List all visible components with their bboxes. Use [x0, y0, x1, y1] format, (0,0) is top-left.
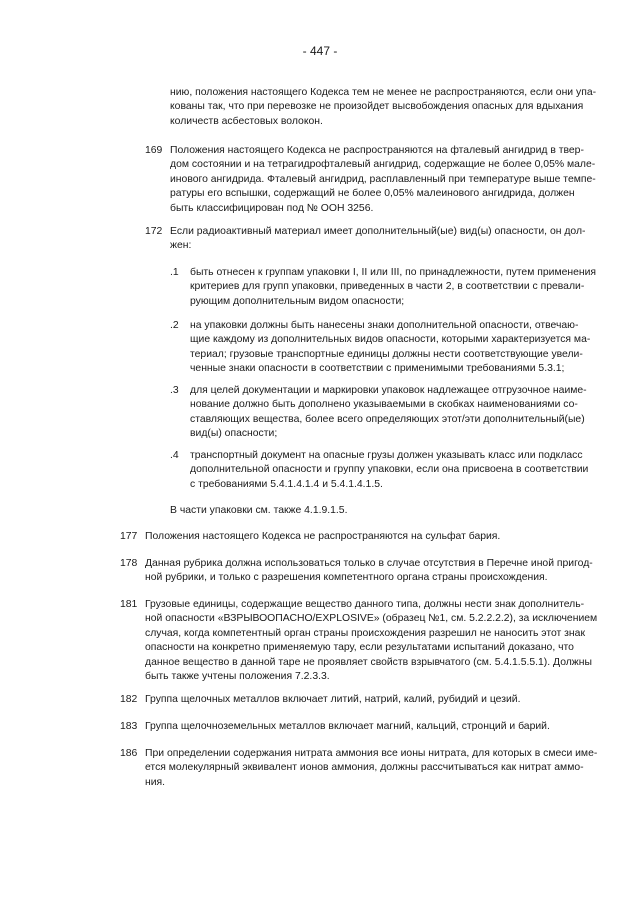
text-line: транспортный документ на опасные грузы должен указывать класс или подкласс	[190, 450, 583, 461]
provision-181-text	[145, 598, 598, 684]
note-172: В части упаковки см. также 4.1.9.1.5.	[170, 505, 348, 516]
provision-number-172: 172	[145, 226, 163, 237]
text-line: кованы так, что при перевозке не произойдет высвобождения опасных для вдыхания	[170, 101, 584, 113]
text-line: ется молекулярный эквивалент ионов аммония, должны рассчитываться как нитрат аммо-	[145, 762, 584, 774]
sub-item-number: .1	[170, 267, 179, 278]
provision-number-183: 183	[120, 721, 138, 732]
provision-number-186: 186	[120, 748, 138, 759]
provision-183-text	[145, 720, 566, 734]
provision-number-177: 177	[120, 531, 138, 542]
text-line: на упаковки должны быть нанесены знаки дополнительной опасности, отвечаю-	[190, 320, 579, 331]
text-line: быть отнесен к группам упаковки I, II или III, по принадлежности, путем применения	[190, 267, 597, 278]
page-number: - 447 -	[302, 44, 338, 58]
text-line: инового ангидрида. Фталевый ангидрид, расплавленный при температуре выше темпе-	[170, 173, 596, 185]
text-line: териал; грузовые транспортные единицы должны нести соответствующие увели-	[190, 348, 583, 360]
text-line: Данная рубрика должна использоваться только в случае отсутствия в Перечне иной пригод-	[145, 558, 593, 569]
text-line: ной опасности «ВЗРЫВООПАСНО/EXPLOSIVE» (образец №1, см. 5.2.2.2.2), за исключением	[145, 613, 598, 625]
text-line: Если радиоактивный материал имеет дополнительный(ые) вид(ы) опасности, он дол-	[170, 226, 586, 237]
text-line: Положения настоящего Кодекса не распространяются на фталевый ангидрид в твер-	[170, 145, 584, 156]
provision-number-182: 182	[120, 694, 138, 705]
text-line: для целей документации и маркировки упаковок надлежащее отгрузочное наиме-	[190, 385, 587, 396]
provision-186-text	[145, 747, 598, 790]
text-line: ной рубрики, и только с разрешения компетентного органа страны происхождения.	[145, 572, 548, 584]
text-line: Группа щелочноземельных металлов включает магний, кальций, стронций и барий.	[145, 721, 550, 732]
intro-paragraph	[170, 86, 597, 129]
sub-item-number: .4	[170, 450, 179, 461]
text-line: данное вещество в данной таре не проявляет свойств взрывчатого (см. 5.4.1.5.5.1). Должны	[145, 656, 592, 668]
sub-item-text	[190, 319, 591, 377]
text-line: с требованиями 5.4.1.4.1.4 и 5.4.1.4.1.5.	[190, 478, 383, 490]
text-line: Положения настоящего Кодекса не распространяются на сульфат бария.	[145, 531, 501, 542]
text-line: количеств асбестовых волокон.	[170, 115, 323, 127]
provision-169-text	[170, 144, 596, 216]
text-line: ченные знаки опасности в соответствии с применимыми требованиями 5.3.1;	[190, 363, 565, 375]
sub-item-number: .3	[170, 385, 179, 396]
provision-number-169: 169	[145, 145, 163, 156]
text-line: Грузовые единицы, содержащие вещество данного типа, должны нести знак дополнитель-	[145, 599, 585, 610]
text-line: вид(ы) опасности;	[190, 428, 278, 440]
provision-172-text	[170, 225, 586, 254]
text-line: опасности на конкретно применяемую тару, если результатами испытаний доказано, что	[145, 642, 574, 654]
text-line: дополнительной опасности и группу упаковки, если она присвоена в соответствии	[190, 464, 589, 476]
text-line: Группа щелочных металлов включает литий, натрий, калий, рубидий и цезий.	[145, 694, 521, 705]
text-line: нию, положения настоящего Кодекса тем не менее не распространяются, если они упа-	[170, 87, 597, 98]
text-line: критериев для групп упаковки, приведенных в части 2, в соответствии с превали-	[190, 281, 585, 293]
text-line: дом состоянии и на тетрагидрофталевый ангидрид, содержащие не более 0,05% мале-	[170, 159, 596, 171]
text-line: ратуры его вспышки, содержащий не более 0,05% малеинового ангидрида, должен	[170, 188, 575, 200]
text-line: нование должно быть дополнено указываемыми в скобках наименованиями со-	[190, 399, 578, 411]
provision-182-text	[145, 693, 566, 707]
text-line: При определении содержания нитрата аммония все ионы нитрата, для которых в смеси име-	[145, 748, 598, 759]
text-line: рующим дополнительным видом опасности;	[190, 295, 405, 307]
sub-item-text	[190, 266, 597, 309]
provision-177-text	[145, 530, 566, 544]
sub-item-number: .2	[170, 320, 179, 331]
text-line: жен:	[170, 240, 192, 252]
provision-178-text	[145, 557, 593, 586]
text-line: быть классифицирован под № ООН 3256.	[170, 202, 374, 214]
text-line: быть также учтены положения 7.2.3.3.	[145, 671, 330, 683]
text-line: ставляющих вещества, более всего определяющих этот/эти дополнительный(ые)	[190, 413, 585, 425]
sub-item-text	[190, 449, 589, 492]
sub-item-text	[190, 384, 587, 442]
text-line: случая, когда компетентный орган страны происхождения разрешил не наносить этот знак	[145, 627, 585, 639]
provision-number-181: 181	[120, 599, 138, 610]
text-line: щие каждому из дополнительных видов опасности, которыми характеризуется ма-	[190, 334, 591, 346]
text-line: ния.	[145, 776, 166, 788]
provision-number-178: 178	[120, 558, 138, 569]
